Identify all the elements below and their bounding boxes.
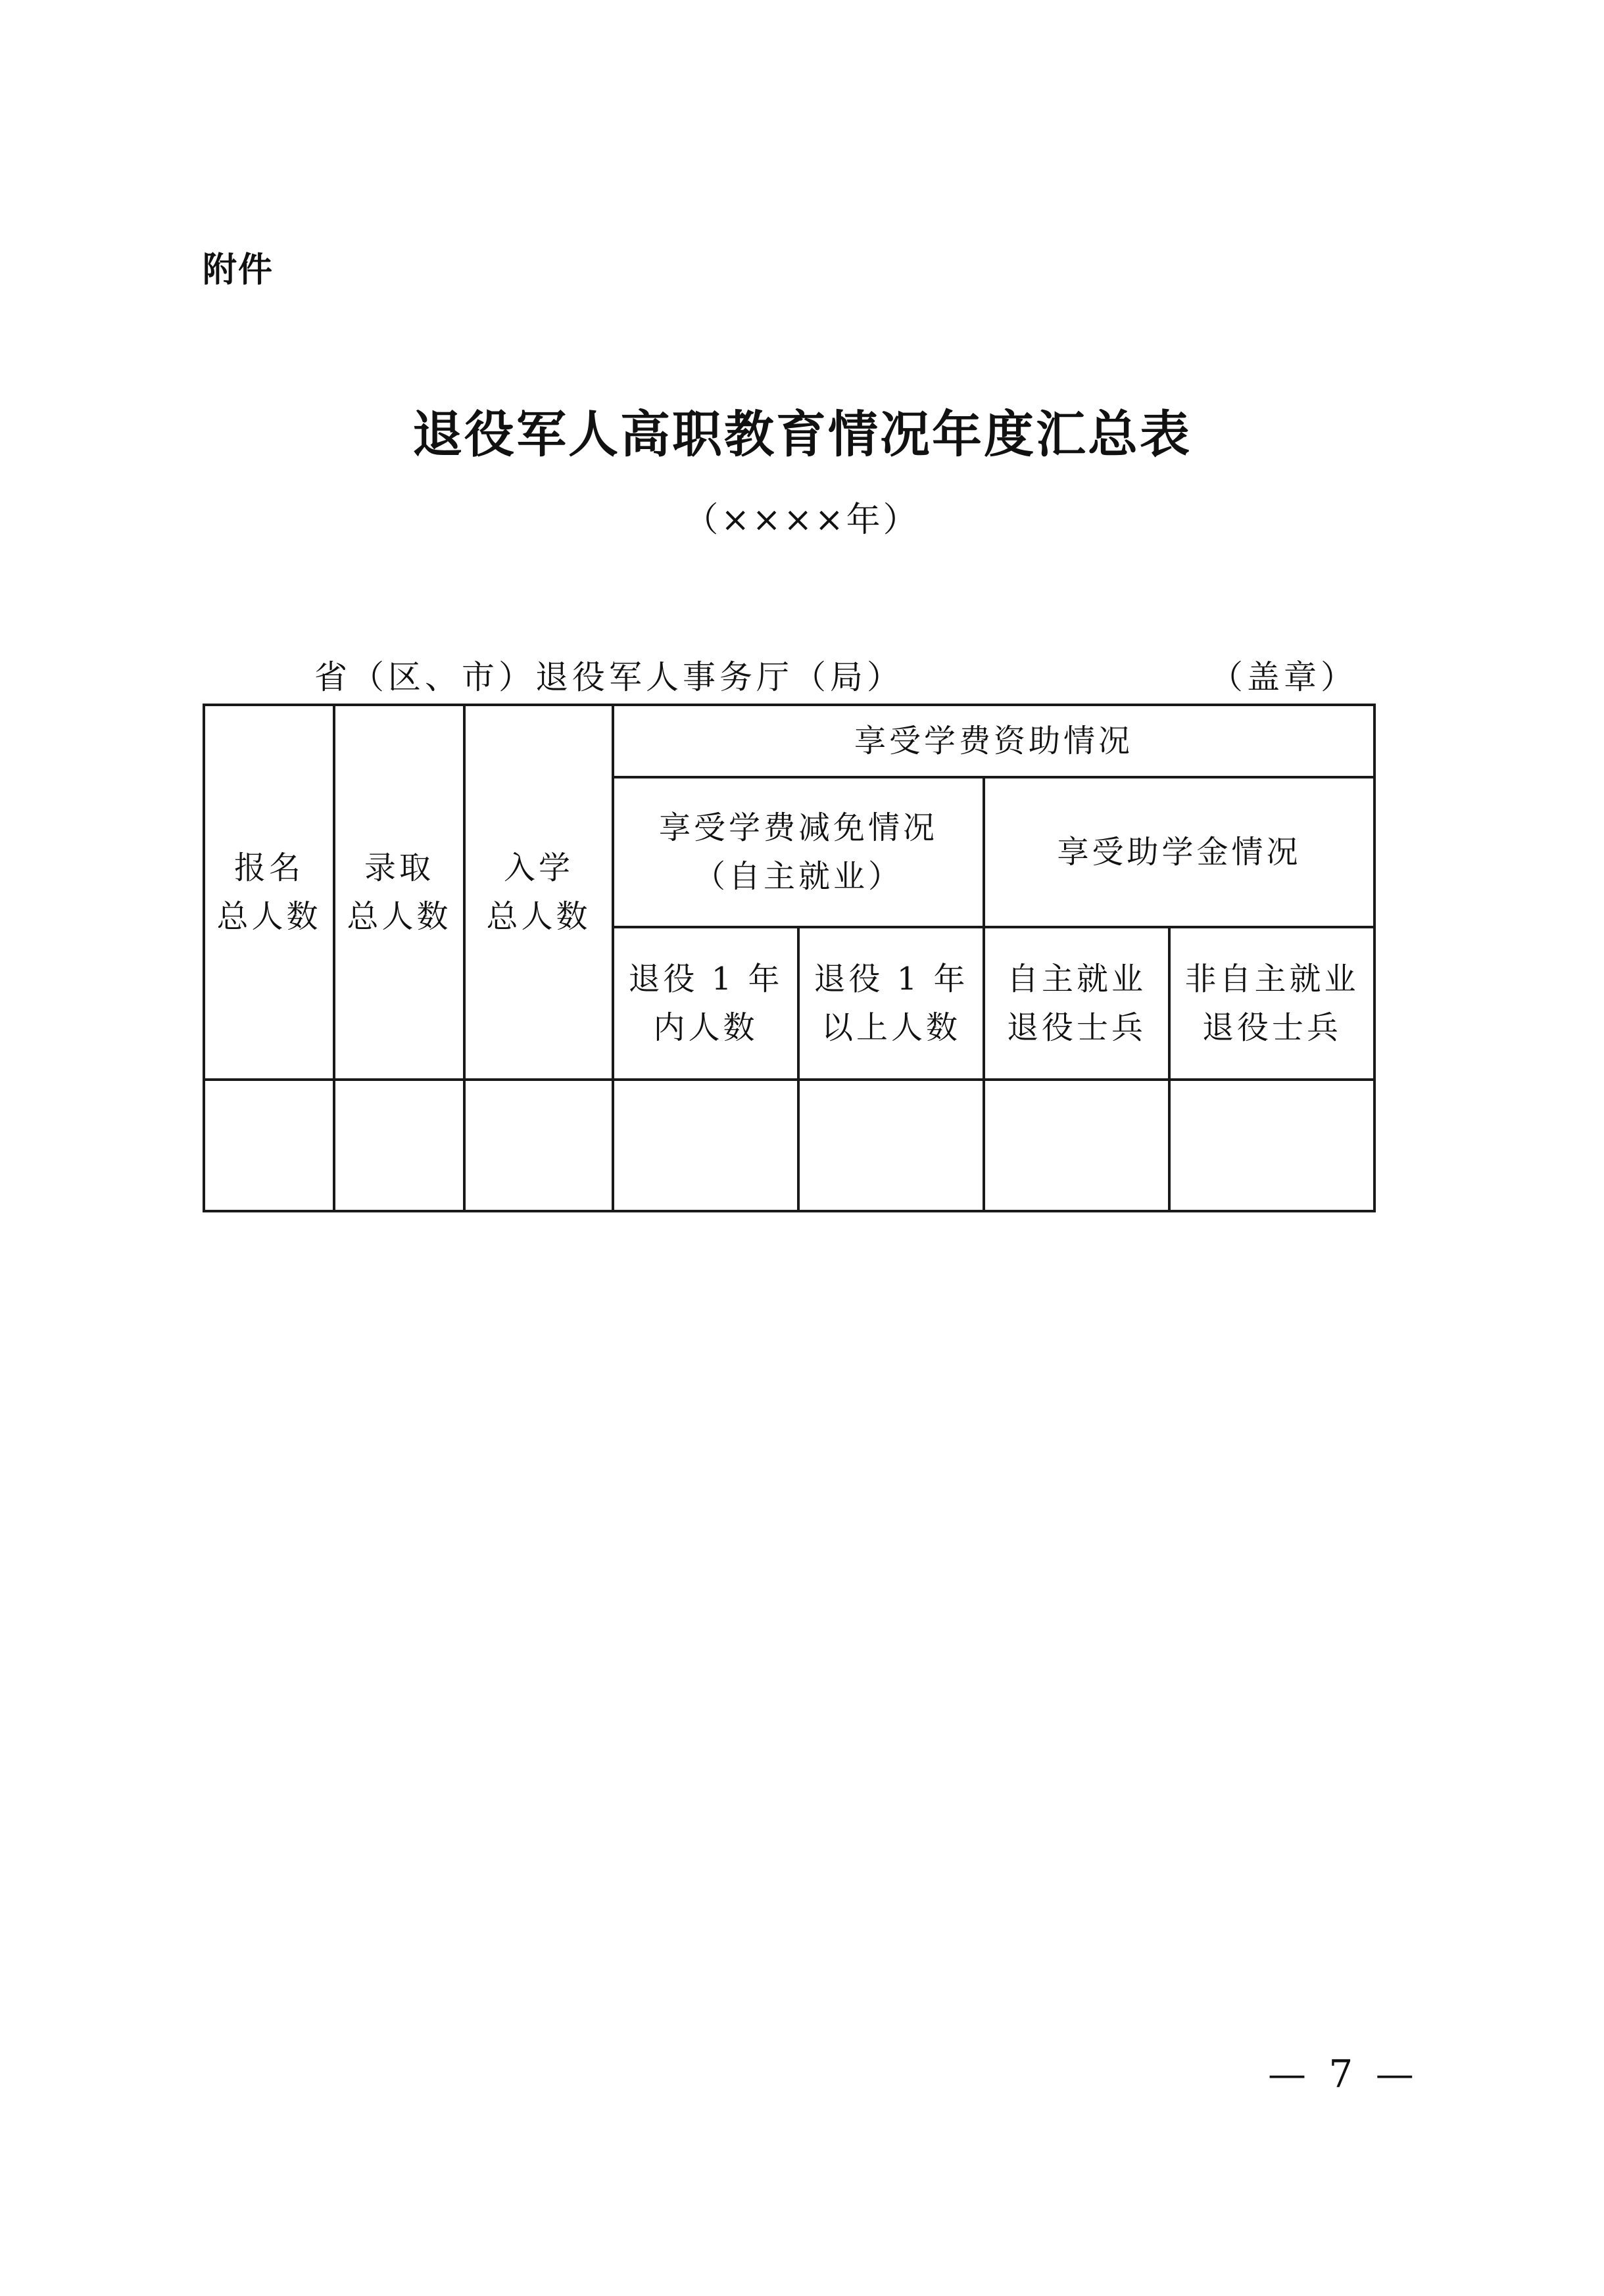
header-line: 非自主就业 [1184, 961, 1359, 997]
year-line: （××××年） [684, 500, 920, 540]
header-line: 内人数 [653, 1009, 758, 1046]
header-line: 以上人数 [821, 1009, 961, 1046]
data-cell[interactable] [334, 1080, 464, 1211]
page-number: — 7 — [1268, 2051, 1419, 2096]
header-line: 退役 1 年 [628, 961, 783, 997]
header-over-one-year [798, 927, 984, 1080]
header-non-self-employed-veterans [1169, 927, 1374, 1080]
header-line: 退役 1 年 [814, 961, 969, 997]
data-cell[interactable] [984, 1080, 1169, 1211]
data-cell[interactable] [464, 1080, 613, 1211]
header-line: 总人数 [216, 898, 322, 935]
header-line: 退役士兵 [1006, 1009, 1146, 1046]
document-title: 退役军人高职教育情况年度汇总表 [412, 405, 1192, 464]
header-line: 自主就业 [1006, 961, 1146, 997]
header-grant-group: 享受助学金情况 [984, 777, 1374, 927]
header-line: 入学 [503, 849, 573, 886]
header-self-employed-veterans [984, 927, 1169, 1080]
header-line: 享受学费减免情况 [658, 809, 938, 846]
header-line: 报名 [233, 849, 304, 886]
header-tuition-waiver-group [613, 777, 984, 927]
data-cell[interactable] [613, 1080, 798, 1211]
header-enrollment-total [464, 705, 613, 1080]
data-cell[interactable] [1169, 1080, 1374, 1211]
attachment-label: 附件 [203, 251, 274, 290]
header-line: 退役士兵 [1202, 1009, 1342, 1046]
header-admission-total [334, 705, 464, 1080]
header-line: 总人数 [486, 898, 591, 935]
seal-note: （盖章） [1210, 658, 1357, 696]
header-registration-total [204, 705, 334, 1080]
header-line: （自主就业） [693, 858, 903, 895]
data-cell[interactable] [798, 1080, 984, 1211]
header-line: 总人数 [347, 898, 452, 935]
issuer-line: 省（区、市）退役军人事务厅（局） [314, 658, 904, 696]
header-within-one-year [613, 927, 798, 1080]
data-row [204, 1080, 1374, 1211]
summary-table [203, 704, 1376, 1212]
header-row-1 [204, 705, 1374, 777]
data-cell[interactable] [204, 1080, 334, 1211]
header-line: 录取 [364, 849, 434, 886]
header-tuition-aid-group: 享受学费资助情况 [613, 705, 1374, 777]
